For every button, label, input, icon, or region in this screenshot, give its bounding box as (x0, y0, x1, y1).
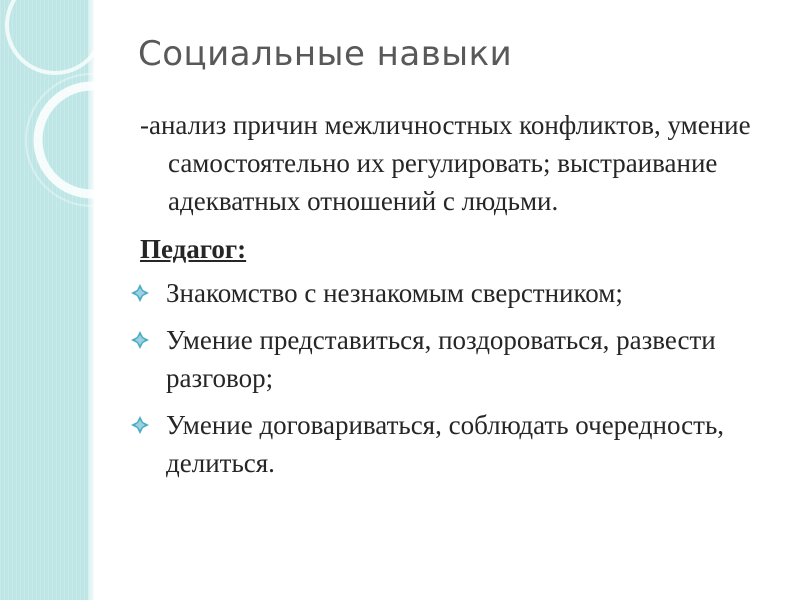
intro-paragraph: -анализ причин межличностных конфликтов, умение самостоятельно их регулировать; выстраивание адекватных отношений с людьми. (140, 110, 751, 216)
list-item-text: Умение договариваться, соблюдать очередность, делиться. (166, 410, 725, 478)
list-item (130, 274, 780, 312)
diamond-bullet-icon (130, 415, 150, 435)
list-item-text: Знакомство с незнакомым сверстником; (166, 278, 623, 308)
diamond-bullet-icon (130, 283, 150, 303)
list-item (130, 321, 780, 397)
list-item (130, 406, 780, 482)
teacher-heading: Педагог: (140, 234, 247, 264)
list-item-text: Умение представиться, поздороваться, развести разговор; (166, 325, 716, 393)
diamond-bullet-icon (130, 330, 150, 350)
slide-title: Социальные навыки (138, 34, 513, 74)
slide-body (130, 106, 780, 491)
bullet-list (130, 274, 780, 482)
